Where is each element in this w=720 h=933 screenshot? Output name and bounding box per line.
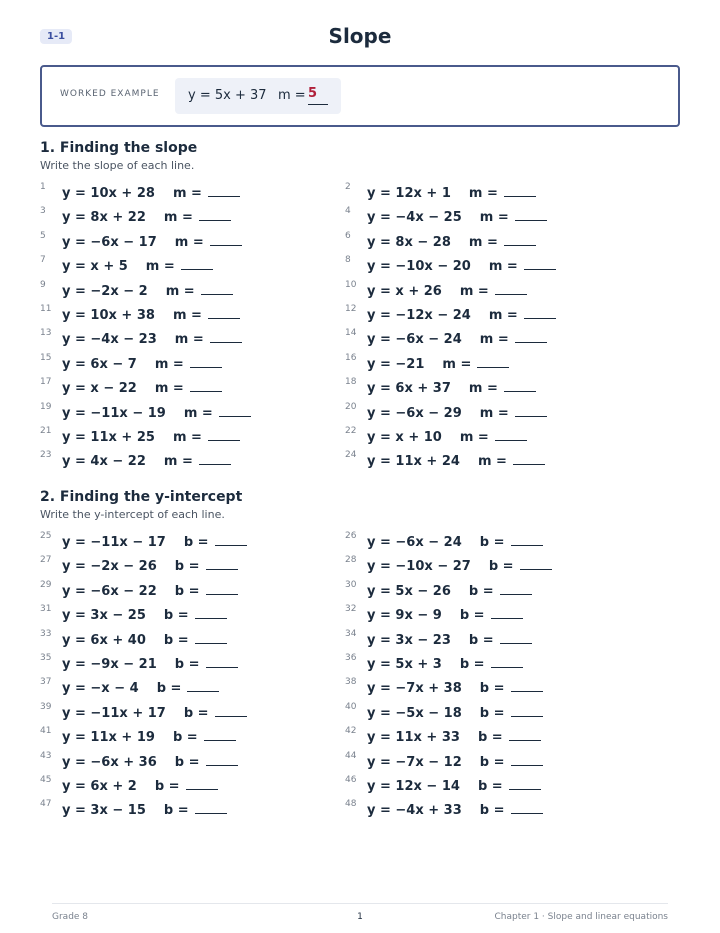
- problem-equation-text: y = x + 26: [367, 283, 442, 299]
- section-1-title: 1. Finding the slope: [40, 140, 198, 156]
- problem-number: 1: [40, 182, 46, 192]
- problem-number: 4: [345, 206, 351, 217]
- problem-equation-text: y = −6x − 17: [62, 234, 157, 250]
- problem-number: 28: [345, 555, 357, 566]
- problem-number: 27: [40, 555, 52, 566]
- answer-blank[interactable]: [515, 330, 547, 343]
- answer-blank[interactable]: [186, 777, 218, 790]
- problem-number: 22: [345, 426, 357, 436]
- problem-number: 47: [40, 799, 52, 810]
- problem-equation: [62, 282, 233, 299]
- problem-equation: [367, 801, 543, 818]
- answer-blank[interactable]: [524, 257, 556, 270]
- problem-number: 35: [40, 653, 52, 663]
- problem-equation-text: y = x + 5: [62, 259, 128, 275]
- worked-example-var-label: m =: [278, 88, 306, 103]
- problem-variable-label: b =: [163, 608, 189, 624]
- problem-equation: [62, 753, 238, 770]
- problem-number: 43: [40, 750, 52, 761]
- problem-equation-text: y = −7x − 12: [367, 754, 462, 770]
- problem-number: 9: [40, 279, 46, 290]
- problem-variable-label: m =: [174, 234, 204, 250]
- problem-number: 20: [345, 401, 357, 412]
- footer-chapter: Chapter 1 · Slope and linear equations: [494, 912, 668, 922]
- answer-blank[interactable]: [201, 282, 233, 295]
- problem-equation: [62, 184, 240, 201]
- problem-number: 15: [40, 352, 52, 363]
- problem-equation: [62, 404, 251, 421]
- problem-equation: [62, 330, 242, 347]
- problem-number: 25: [40, 531, 52, 541]
- answer-blank[interactable]: [500, 631, 532, 644]
- problem-variable-label: m =: [488, 308, 518, 323]
- answer-blank[interactable]: [513, 452, 545, 465]
- problem-equation: [62, 606, 227, 623]
- problem-equation-text: y = −10x − 20: [367, 259, 471, 275]
- answer-blank[interactable]: [477, 355, 509, 368]
- problem-variable-label: b =: [479, 754, 505, 770]
- problem-variable-label: b =: [163, 803, 189, 819]
- answer-blank[interactable]: [495, 282, 527, 295]
- problem-equation: [62, 631, 227, 648]
- answer-blank[interactable]: [511, 753, 543, 766]
- answer-blank[interactable]: [504, 233, 536, 246]
- problem-equation-text: y = 6x + 2: [62, 779, 137, 794]
- problem-equation: [367, 631, 532, 648]
- problem-equation: [62, 777, 218, 794]
- problem-variable-label: b =: [183, 705, 209, 721]
- problem-equation-text: y = −5x − 18: [367, 705, 462, 721]
- problem-equation: [62, 208, 231, 225]
- problem-variable-label: b =: [479, 535, 505, 550]
- answer-blank[interactable]: [524, 306, 556, 319]
- problem-variable-label: b =: [477, 730, 503, 746]
- problem-equation-text: y = −4x + 33: [367, 803, 462, 819]
- problem-variable-label: b =: [477, 779, 503, 794]
- problem-variable-label: m =: [183, 405, 213, 421]
- answer-blank[interactable]: [511, 533, 543, 546]
- answer-blank[interactable]: [206, 753, 238, 766]
- answer-blank[interactable]: [491, 606, 523, 619]
- problem-equation: [62, 379, 222, 396]
- problem-number: 37: [40, 677, 52, 688]
- problem-equation-text: y = 3x − 23: [367, 632, 451, 648]
- answer-blank[interactable]: [511, 704, 543, 717]
- problem-equation-text: y = −6x + 36: [62, 754, 157, 770]
- problem-number: 6: [345, 230, 351, 241]
- problem-variable-label: m =: [163, 210, 193, 226]
- problem-equation-text: y = 5x + 3: [367, 657, 442, 672]
- problem-equation-text: y = 3x − 25: [62, 608, 146, 624]
- page-title: Slope: [328, 24, 392, 48]
- answer-blank[interactable]: [504, 379, 536, 392]
- problem-variable-label: b =: [459, 608, 485, 624]
- problem-number: 34: [345, 628, 357, 639]
- problem-number: 24: [345, 450, 357, 461]
- answer-blank[interactable]: [208, 428, 240, 441]
- problem-equation-text: y = −6x − 22: [62, 583, 157, 599]
- worked-example-equation: y = 5x + 37: [188, 88, 267, 103]
- answer-blank[interactable]: [190, 379, 222, 392]
- problem-equation: [62, 582, 238, 599]
- problem-equation-text: y = −6x − 24: [367, 535, 462, 550]
- problem-equation: [62, 801, 227, 818]
- problem-equation-text: y = −4x − 25: [367, 210, 462, 226]
- problem-variable-label: m =: [172, 186, 202, 201]
- problem-number: 31: [40, 604, 52, 615]
- answer-blank[interactable]: [206, 582, 238, 595]
- lesson-badge: 1-1: [40, 29, 72, 44]
- footer-page-number: 1: [357, 912, 363, 922]
- problem-variable-label: b =: [174, 559, 200, 575]
- problem-equation: [62, 233, 242, 250]
- answer-blank[interactable]: [511, 801, 543, 814]
- problem-variable-label: m =: [468, 234, 498, 250]
- problem-variable-label: b =: [174, 583, 200, 599]
- problem-number: 40: [345, 701, 357, 712]
- problem-variable-label: m =: [477, 454, 507, 470]
- problem-number: 32: [345, 604, 357, 615]
- problem-number: 26: [345, 531, 357, 541]
- problem-variable-label: m =: [479, 210, 509, 226]
- problem-number: 30: [345, 579, 357, 590]
- problem-equation: [367, 452, 545, 469]
- answer-blank[interactable]: [181, 257, 213, 270]
- problem-equation: [62, 655, 238, 672]
- section-1-subtitle: Write the slope of each line.: [40, 159, 195, 172]
- problem-equation-text: y = 4x − 22: [62, 454, 146, 470]
- answer-blank[interactable]: [504, 184, 536, 197]
- answer-blank[interactable]: [210, 233, 242, 246]
- problem-variable-label: b =: [183, 535, 209, 550]
- answer-blank[interactable]: [190, 355, 222, 368]
- problem-equation-text: y = 11x + 25: [62, 430, 155, 445]
- problem-equation-text: y = −2x − 26: [62, 559, 157, 575]
- answer-blank[interactable]: [520, 557, 552, 570]
- answer-blank[interactable]: [511, 679, 543, 692]
- problem-number: 21: [40, 426, 52, 436]
- answer-blank[interactable]: [215, 704, 247, 717]
- problem-equation-text: y = 12x − 14: [367, 779, 460, 794]
- problem-variable-label: m =: [174, 332, 204, 348]
- problem-variable-label: b =: [459, 657, 485, 672]
- problem-equation-text: y = −9x − 21: [62, 657, 157, 672]
- answer-blank[interactable]: [187, 679, 219, 692]
- problem-equation-text: y = 9x − 9: [367, 608, 442, 624]
- problem-variable-label: m =: [468, 186, 498, 201]
- problem-equation-text: y = −4x − 23: [62, 332, 157, 348]
- answer-blank[interactable]: [208, 306, 240, 319]
- problem-equation: [62, 533, 247, 550]
- problem-equation-text: y = −7x + 38: [367, 681, 462, 697]
- page-footer: [52, 903, 668, 922]
- worked-example-box: [175, 78, 341, 114]
- problem-variable-label: m =: [479, 405, 509, 421]
- problem-number: 11: [40, 304, 52, 314]
- problem-equation: [62, 257, 213, 274]
- problem-variable-label: b =: [174, 754, 200, 770]
- answer-blank[interactable]: [199, 208, 231, 221]
- problem-equation-text: y = −2x − 2: [62, 283, 148, 299]
- problem-variable-label: m =: [172, 308, 202, 323]
- problem-equation-text: y = 11x + 33: [367, 730, 460, 746]
- problem-number: 19: [40, 401, 52, 412]
- problem-equation-text: y = 6x − 7: [62, 356, 137, 372]
- problem-equation-text: y = 11x + 19: [62, 730, 155, 746]
- problem-equation-text: y = 3x − 15: [62, 803, 146, 819]
- worked-example-label: WORKED EXAMPLE: [60, 89, 160, 99]
- answer-blank[interactable]: [491, 655, 523, 668]
- problem-equation: [367, 704, 543, 721]
- problem-equation-text: y = −6x − 24: [367, 332, 462, 348]
- problem-number: 23: [40, 450, 52, 461]
- problem-equation: [367, 728, 541, 745]
- problem-variable-label: m =: [165, 283, 195, 299]
- problem-number: 12: [345, 304, 357, 314]
- problem-equation: [367, 330, 547, 347]
- answer-blank[interactable]: [206, 557, 238, 570]
- problem-variable-label: m =: [172, 430, 202, 445]
- problem-variable-label: m =: [154, 356, 184, 372]
- answer-blank[interactable]: [515, 404, 547, 417]
- problem-equation: [62, 679, 219, 696]
- problem-number: 46: [345, 775, 357, 785]
- problem-number: 38: [345, 677, 357, 688]
- problem-equation: [367, 257, 556, 274]
- answer-blank[interactable]: [495, 428, 527, 441]
- problem-number: 13: [40, 328, 52, 339]
- problem-equation-text: y = −6x − 29: [367, 405, 462, 421]
- problem-equation-text: y = −11x − 19: [62, 405, 166, 421]
- answer-blank[interactable]: [195, 631, 227, 644]
- problem-number: 44: [345, 750, 357, 761]
- problem-equation: [62, 428, 240, 445]
- problem-number: 45: [40, 775, 52, 785]
- answer-blank[interactable]: [204, 728, 236, 741]
- problem-number: 42: [345, 726, 357, 737]
- problem-number: 14: [345, 328, 357, 339]
- problem-equation: [367, 208, 547, 225]
- page-header: [0, 0, 720, 62]
- problem-variable-label: m =: [163, 454, 193, 470]
- problem-equation: [62, 704, 247, 721]
- problem-equation-text: y = 8x − 28: [367, 234, 451, 250]
- problem-variable-label: b =: [172, 730, 198, 746]
- problem-variable-label: m =: [442, 356, 472, 372]
- problem-number: 3: [40, 206, 46, 217]
- answer-blank[interactable]: [215, 533, 247, 546]
- problem-number: 39: [40, 701, 52, 712]
- problem-equation: [367, 355, 509, 372]
- section-2-subtitle: Write the y-intercept of each line.: [40, 508, 225, 521]
- problem-number: 33: [40, 628, 52, 639]
- answer-blank[interactable]: [208, 184, 240, 197]
- problem-equation-text: y = −10x − 27: [367, 559, 471, 575]
- problem-equation: [367, 428, 527, 445]
- problem-equation: [62, 306, 240, 323]
- problem-equation-text: y = 5x − 26: [367, 583, 451, 599]
- problem-equation-text: y = x − 22: [62, 381, 137, 397]
- problem-equation: [367, 606, 523, 623]
- problem-variable-label: m =: [488, 259, 518, 275]
- problem-equation-text: y = 8x + 22: [62, 210, 146, 226]
- problem-number: 10: [345, 279, 357, 290]
- problem-variable-label: b =: [479, 681, 505, 697]
- problem-equation: [367, 404, 547, 421]
- problem-equation-text: y = 10x + 38: [62, 308, 155, 323]
- problem-equation-text: y = 12x + 1: [367, 186, 451, 201]
- problem-variable-label: b =: [479, 705, 505, 721]
- problem-variable-label: b =: [163, 632, 189, 648]
- problem-equation: [367, 306, 556, 323]
- problem-number: 5: [40, 230, 46, 241]
- problem-variable-label: m =: [479, 332, 509, 348]
- answer-blank[interactable]: [509, 728, 541, 741]
- problem-number: 17: [40, 377, 52, 388]
- problem-variable-label: m =: [145, 259, 175, 275]
- problem-variable-label: m =: [459, 430, 489, 445]
- problem-number: 36: [345, 653, 357, 663]
- problem-variable-label: b =: [156, 681, 182, 697]
- problem-equation: [367, 777, 541, 794]
- worked-example-answer: 5: [308, 86, 328, 105]
- problem-number: 7: [40, 255, 46, 266]
- problem-number: 18: [345, 377, 357, 388]
- answer-blank[interactable]: [206, 655, 238, 668]
- problem-equation-text: y = −21: [367, 356, 425, 372]
- problem-number: 48: [345, 799, 357, 810]
- problem-variable-label: m =: [154, 381, 184, 397]
- answer-blank[interactable]: [195, 801, 227, 814]
- answer-blank[interactable]: [500, 582, 532, 595]
- footer-grade: Grade 8: [52, 912, 89, 922]
- problem-variable-label: b =: [479, 803, 505, 819]
- problem-equation: [367, 379, 536, 396]
- problem-equation: [62, 452, 231, 469]
- answer-blank[interactable]: [219, 404, 251, 417]
- answer-blank[interactable]: [509, 777, 541, 790]
- worked-example: [40, 65, 680, 127]
- problem-equation: [367, 557, 552, 574]
- problem-number: 29: [40, 579, 52, 590]
- problem-variable-label: b =: [468, 583, 494, 599]
- problem-variable-label: b =: [468, 632, 494, 648]
- problem-equation: [367, 655, 523, 672]
- problem-equation-text: y = −11x + 17: [62, 705, 166, 721]
- problem-equation-text: y = 6x + 40: [62, 632, 146, 648]
- problem-variable-label: b =: [154, 779, 180, 794]
- problem-equation: [367, 282, 527, 299]
- answer-blank[interactable]: [210, 330, 242, 343]
- problem-equation-text: y = −12x − 24: [367, 308, 471, 323]
- problem-equation-text: y = 11x + 24: [367, 454, 460, 470]
- problem-equation: [367, 233, 536, 250]
- problem-variable-label: b =: [174, 657, 200, 672]
- problem-equation: [62, 728, 236, 745]
- problem-equation-text: y = x + 10: [367, 430, 442, 445]
- problem-variable-label: m =: [468, 381, 498, 397]
- problem-equation: [367, 582, 532, 599]
- problem-equation-text: y = −11x − 17: [62, 535, 166, 550]
- problem-number: 8: [345, 255, 351, 266]
- answer-blank[interactable]: [515, 208, 547, 221]
- answer-blank[interactable]: [199, 452, 231, 465]
- problem-variable-label: m =: [459, 283, 489, 299]
- problem-number: 41: [40, 726, 52, 737]
- problem-equation: [62, 355, 222, 372]
- problem-equation: [367, 679, 543, 696]
- problem-equation: [62, 557, 238, 574]
- problem-equation: [367, 753, 543, 770]
- problem-equation-text: y = 6x + 37: [367, 381, 451, 397]
- problem-equation-text: y = 10x + 28: [62, 186, 155, 201]
- problem-equation: [367, 184, 536, 201]
- problem-number: 2: [345, 182, 351, 192]
- answer-blank[interactable]: [195, 606, 227, 619]
- problem-number: 16: [345, 352, 357, 363]
- problem-variable-label: b =: [488, 559, 514, 575]
- problem-equation: [367, 533, 543, 550]
- problem-equation-text: y = −x − 4: [62, 681, 139, 697]
- section-2-title: 2. Finding the y-intercept: [40, 489, 243, 505]
